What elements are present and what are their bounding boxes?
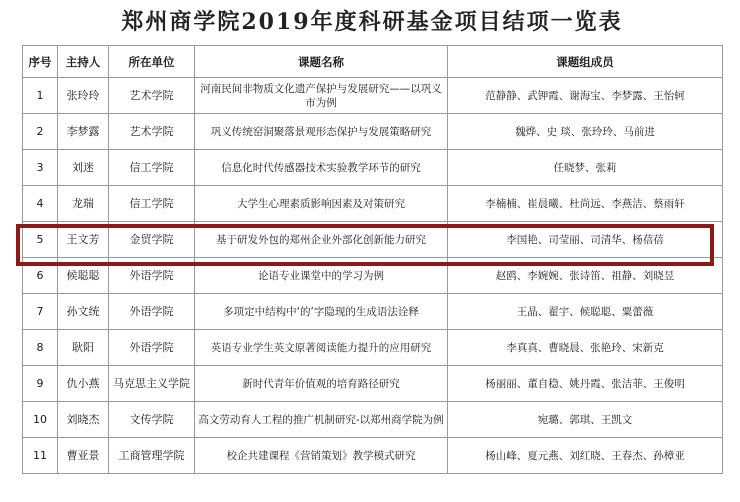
page-title: 郑州商学院2019年度科研基金项目结项一览表 [121, 9, 623, 35]
table-row [23, 186, 723, 222]
cell-topic: 新时代青年价值观的培育路径研究 [195, 366, 448, 402]
cell-host: 张玲玲 [58, 78, 109, 114]
cell-unit: 马克思主义学院 [109, 366, 195, 402]
cell-unit: 信工学院 [109, 186, 195, 222]
cell-no: 5 [23, 222, 58, 258]
cell-no: 11 [23, 438, 58, 474]
cell-unit: 艺术学院 [109, 78, 195, 114]
cell-unit: 文传学院 [109, 402, 195, 438]
cell-topic: 多项定中结构中‘的’字隐现的生成语法诠释 [195, 294, 448, 330]
cell-unit: 外语学院 [109, 330, 195, 366]
cell-topic: 河南民间非物质文化遗产保护与发展研究——以巩义市为例 [195, 78, 448, 114]
cell-host: 刘迷 [58, 150, 109, 186]
cell-host: 曹亚景 [58, 438, 109, 474]
header-members: 课题组成员 [448, 46, 723, 78]
table-row-highlighted [23, 222, 723, 258]
cell-no: 4 [23, 186, 58, 222]
cell-no: 3 [23, 150, 58, 186]
cell-members: 任晓梦、张莉 [448, 150, 723, 186]
cell-no: 6 [23, 258, 58, 294]
cell-members: 李楠楠、崔晨曦、杜尚远、李燕洁、蔡雨轩 [448, 186, 723, 222]
cell-unit: 金贸学院 [109, 222, 195, 258]
cell-topic: 大学生心理素质影响因素及对策研究 [195, 186, 448, 222]
cell-unit: 外语学院 [109, 258, 195, 294]
cell-members: 李国艳、司莹丽、司清华、杨蓓蓓 [448, 222, 723, 258]
cell-host: 孙文统 [58, 294, 109, 330]
header-topic: 课题名称 [195, 46, 448, 78]
cell-unit: 外语学院 [109, 294, 195, 330]
cell-unit: 艺术学院 [109, 114, 195, 150]
cell-unit: 工商管理学院 [109, 438, 195, 474]
cell-host: 李梦露 [58, 114, 109, 150]
table-row [23, 438, 723, 474]
cell-members: 李真真、曹晓晨、张艳玲、宋新克 [448, 330, 723, 366]
cell-members: 杨山峰、夏元燕、刘红晓、王春杰、孙樟亚 [448, 438, 723, 474]
header-unit: 所在单位 [109, 46, 195, 78]
cell-members: 赵鸥、李婉婉、张诗笛、祖静、刘晓昱 [448, 258, 723, 294]
cell-no: 1 [23, 78, 58, 114]
cell-host: 刘晓杰 [58, 402, 109, 438]
cell-topic: 巩义传统窑洞聚落景观形态保护与发展策略研究 [195, 114, 448, 150]
cell-host: 耿阳 [58, 330, 109, 366]
cell-no: 10 [23, 402, 58, 438]
header-no: 序号 [23, 46, 58, 78]
cell-unit: 信工学院 [109, 150, 195, 186]
cell-host: 王文芳 [58, 222, 109, 258]
cell-members: 魏烨、史 琰、张玲玲、马前进 [448, 114, 723, 150]
cell-members: 杨丽丽、董自稳、姚丹霞、张洁菲、王俊明 [448, 366, 723, 402]
cell-topic: 高文劳动育人工程的推广机制研究-以郑州商学院为例 [195, 402, 448, 438]
cell-host: 候聪聪 [58, 258, 109, 294]
table-row [23, 294, 723, 330]
project-table [22, 45, 723, 474]
cell-no: 7 [23, 294, 58, 330]
cell-host: 龙瑞 [58, 186, 109, 222]
table-row [23, 150, 723, 186]
table-row [23, 78, 723, 114]
cell-topic: 论语专业课堂中的学习为例 [195, 258, 448, 294]
cell-no: 9 [23, 366, 58, 402]
table-row [23, 258, 723, 294]
cell-topic: 英语专业学生英文原著阅读能力提升的应用研究 [195, 330, 448, 366]
cell-members: 王晶、翟宇、候聪聪、粟蕾薇 [448, 294, 723, 330]
table-header-row [23, 46, 723, 78]
cell-topic: 基于研发外包的郑州企业外部化创新能力研究 [195, 222, 448, 258]
table-row [23, 330, 723, 366]
cell-members: 范静静、武钾霞、谢海宝、李梦露、王怡轲 [448, 78, 723, 114]
cell-no: 8 [23, 330, 58, 366]
cell-members: 宛璐、郭琪、王凯文 [448, 402, 723, 438]
header-host: 主持人 [58, 46, 109, 78]
table-row [23, 366, 723, 402]
cell-no: 2 [23, 114, 58, 150]
table-row [23, 114, 723, 150]
table-row [23, 402, 723, 438]
cell-topic: 校企共建课程《营销策划》教学模式研究 [195, 438, 448, 474]
cell-host: 仇小燕 [58, 366, 109, 402]
cell-topic: 信息化时代传感器技术实验教学环节的研究 [195, 150, 448, 186]
